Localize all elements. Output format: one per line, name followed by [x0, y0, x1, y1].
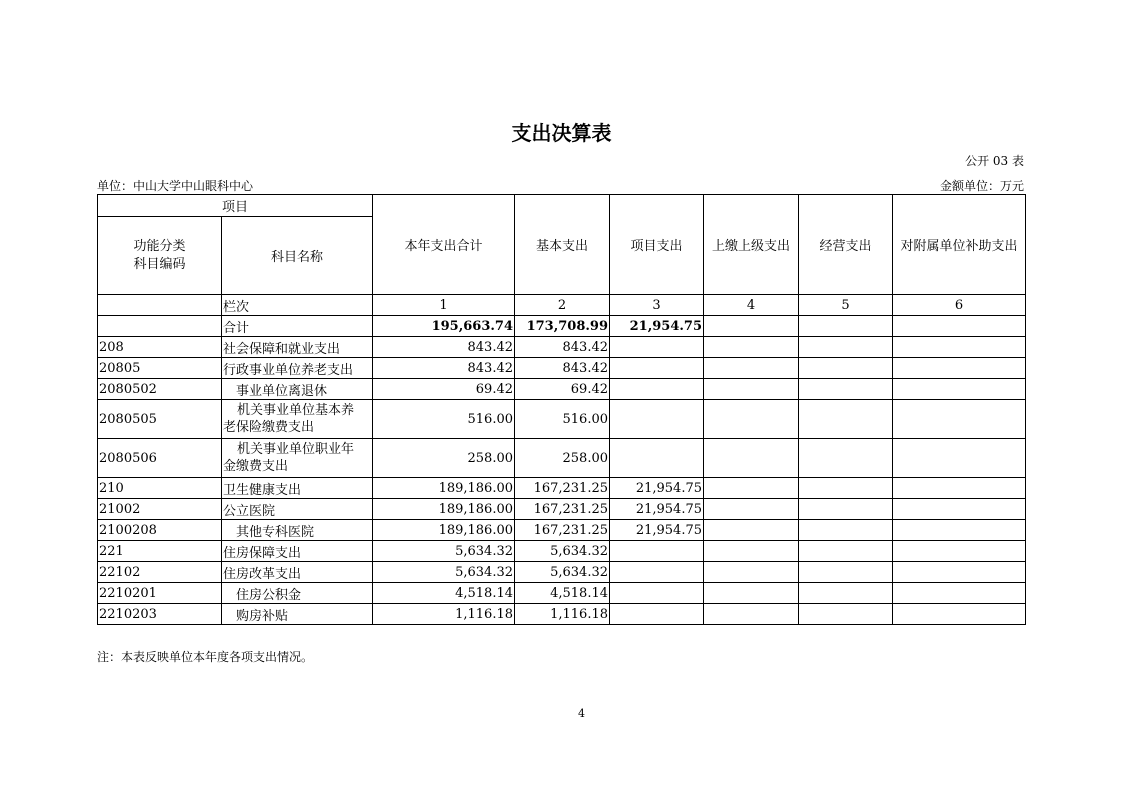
row-basic: 167,231.25 [515, 499, 610, 520]
header-col-subsidy: 对附属单位补助支出 [893, 195, 1026, 295]
row-code: 20805 [98, 358, 222, 379]
empty-cell [704, 316, 799, 337]
table-row [98, 439, 1026, 478]
empty-cell [893, 337, 1026, 358]
row-total: 189,186.00 [373, 520, 515, 541]
row-project [610, 439, 704, 478]
row-label: 栏次 [222, 295, 373, 316]
empty-cell [893, 541, 1026, 562]
table-row [98, 520, 1026, 541]
table-row [98, 583, 1026, 604]
row-basic: 167,231.25 [515, 478, 610, 499]
col-num: 2 [515, 295, 610, 316]
header-col-upper: 上缴上级支出 [704, 195, 799, 295]
row-code: 22102 [98, 562, 222, 583]
empty-cell [893, 439, 1026, 478]
row-total: 1,116.18 [373, 604, 515, 625]
page-number: 4 [578, 707, 585, 720]
header-col-project: 项目支出 [610, 195, 704, 295]
total-total: 195,663.74 [373, 316, 515, 337]
total-basic: 173,708.99 [515, 316, 610, 337]
row-basic: 167,231.25 [515, 520, 610, 541]
row-total: 843.42 [373, 358, 515, 379]
empty-cell [704, 379, 799, 400]
empty-cell [893, 604, 1026, 625]
row-name: 住房改革支出 [222, 562, 373, 583]
header-func-code-line2: 科目编码 [133, 256, 186, 272]
row-project [610, 583, 704, 604]
row-total: 5,634.32 [373, 541, 515, 562]
row-total: 516.00 [373, 400, 515, 439]
empty-cell [704, 400, 799, 439]
row-name: 行政事业单位养老支出 [222, 358, 373, 379]
empty-cell [893, 379, 1026, 400]
row-total: 258.00 [373, 439, 515, 478]
row-project [610, 400, 704, 439]
header-subject-name: 科目名称 [222, 217, 373, 295]
row-code: 2100208 [98, 520, 222, 541]
empty-cell [799, 400, 893, 439]
empty-cell [704, 541, 799, 562]
empty-cell [704, 439, 799, 478]
row-total: 189,186.00 [373, 499, 515, 520]
empty-cell [704, 499, 799, 520]
row-name-line2: 金缴费支出 [223, 459, 289, 474]
table-row [98, 562, 1026, 583]
row-total: 843.42 [373, 337, 515, 358]
table-note: 注：本表反映单位本年度各项支出情况。 [97, 650, 314, 664]
row-name: 其他专科医院 [222, 520, 373, 541]
row-project: 21,954.75 [610, 520, 704, 541]
empty-cell [799, 562, 893, 583]
row-project [610, 379, 704, 400]
amount-unit: 金额单位：万元 [939, 179, 1024, 193]
empty-cell [893, 358, 1026, 379]
row-total: 4,518.14 [373, 583, 515, 604]
row-basic: 4,518.14 [515, 583, 610, 604]
header-func-code-line1: 功能分类 [133, 238, 186, 254]
empty-cell [704, 562, 799, 583]
empty-cell [893, 316, 1026, 337]
row-code: 2080502 [98, 379, 222, 400]
col-num: 5 [799, 295, 893, 316]
reporting-unit: 单位：中山大学中山眼科中心 [97, 179, 254, 193]
empty-cell [704, 583, 799, 604]
row-name: 卫生健康支出 [222, 478, 373, 499]
row-name: 购房补贴 [222, 604, 373, 625]
row-code: 221 [98, 541, 222, 562]
empty-cell [799, 583, 893, 604]
row-code: 2080506 [98, 439, 222, 478]
header-col-business: 经营支出 [799, 195, 893, 295]
row-name [222, 439, 373, 478]
total-project: 21,954.75 [610, 316, 704, 337]
row-total: 189,186.00 [373, 478, 515, 499]
header-item: 项目 [98, 195, 373, 217]
empty-cell [704, 604, 799, 625]
row-name [222, 400, 373, 439]
empty-cell [893, 520, 1026, 541]
empty-cell [799, 499, 893, 520]
row-basic: 1,116.18 [515, 604, 610, 625]
row-total: 5,634.32 [373, 562, 515, 583]
row-code: 208 [98, 337, 222, 358]
empty-cell [893, 562, 1026, 583]
row-basic: 5,634.32 [515, 562, 610, 583]
empty-cell [704, 337, 799, 358]
row-label-blank [98, 295, 222, 316]
row-code: 210 [98, 478, 222, 499]
empty-cell [799, 358, 893, 379]
total-row [98, 316, 1026, 337]
table-row [98, 400, 1026, 439]
col-num: 3 [610, 295, 704, 316]
empty-cell [799, 604, 893, 625]
col-num: 1 [373, 295, 515, 316]
row-basic: 843.42 [515, 358, 610, 379]
row-name-line2: 老保险缴费支出 [223, 420, 315, 435]
empty-cell [893, 478, 1026, 499]
table-row [98, 604, 1026, 625]
row-name: 事业单位离退休 [222, 379, 373, 400]
table-row [98, 478, 1026, 499]
header-func-code [98, 217, 222, 295]
row-code: 2210201 [98, 583, 222, 604]
row-basic: 258.00 [515, 439, 610, 478]
row-name-line1: 机关事业单位基本养 [237, 403, 355, 418]
col-num: 4 [704, 295, 799, 316]
table-row [98, 541, 1026, 562]
row-name-line1: 机关事业单位职业年 [237, 442, 355, 457]
empty-cell [704, 358, 799, 379]
empty-cell [799, 316, 893, 337]
row-total: 69.42 [373, 379, 515, 400]
row-project: 21,954.75 [610, 499, 704, 520]
table-number: 公开 03 表 [965, 154, 1024, 168]
row-code: 2210203 [98, 604, 222, 625]
empty-cell [893, 499, 1026, 520]
row-code: 21002 [98, 499, 222, 520]
row-project [610, 562, 704, 583]
row-name: 社会保障和就业支出 [222, 337, 373, 358]
row-code: 2080505 [98, 400, 222, 439]
empty-cell [893, 583, 1026, 604]
row-project [610, 358, 704, 379]
row-basic: 843.42 [515, 337, 610, 358]
row-project [610, 337, 704, 358]
total-code-blank [98, 316, 222, 337]
total-label: 合计 [222, 316, 373, 337]
row-project [610, 604, 704, 625]
row-basic: 5,634.32 [515, 541, 610, 562]
row-name: 住房保障支出 [222, 541, 373, 562]
empty-cell [799, 337, 893, 358]
row-basic: 69.42 [515, 379, 610, 400]
table-row [98, 358, 1026, 379]
empty-cell [799, 478, 893, 499]
row-name: 公立医院 [222, 499, 373, 520]
row-project [610, 541, 704, 562]
page-title: 支出决算表 [511, 121, 612, 145]
header-col-basic: 基本支出 [515, 195, 610, 295]
empty-cell [799, 520, 893, 541]
empty-cell [799, 379, 893, 400]
empty-cell [799, 439, 893, 478]
row-name: 住房公积金 [222, 583, 373, 604]
empty-cell [799, 541, 893, 562]
col-num: 6 [893, 295, 1026, 316]
empty-cell [704, 478, 799, 499]
table-row [98, 499, 1026, 520]
table-row [98, 337, 1026, 358]
row-basic: 516.00 [515, 400, 610, 439]
header-col-total: 本年支出合计 [373, 195, 515, 295]
row-project: 21,954.75 [610, 478, 704, 499]
table-row [98, 379, 1026, 400]
empty-cell [704, 520, 799, 541]
expenditure-table [97, 194, 1026, 625]
empty-cell [893, 400, 1026, 439]
